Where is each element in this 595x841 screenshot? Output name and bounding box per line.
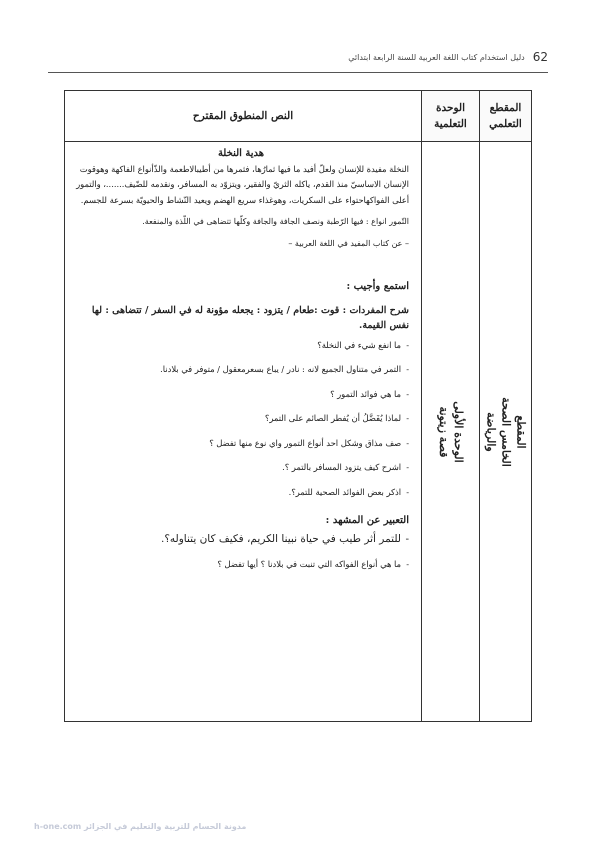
list-item: - ما هي فوائد التمور ؟ [73, 387, 409, 401]
text-content [65, 142, 421, 585]
text-title: هدية النخلة [217, 148, 265, 159]
list-item: - صف مذاق وشكل احد أنواع التمور واي نوع منها تفضل ؟ [73, 436, 409, 450]
header-segment: المقطع التعلمي [480, 91, 532, 142]
footer-watermark: مدونة الحسام للتربية والتعليم في الجزائر h-one.com [34, 822, 247, 831]
page-number: 62 [532, 50, 548, 64]
questions-list [73, 338, 409, 499]
vocab-line: شرح المفردات : قوت :طعام / يتزود : يجعله مؤونة له في السفر / تتضاهى : لها نفس القيمة. [91, 304, 409, 331]
list-item: - التمر في متناول الجميع لانه : نادر / يباع بسعرمعقول / متوفر في بلادنا. [73, 362, 409, 376]
express-list [73, 532, 409, 571]
segment-value: المقطع الخامس الصحة والرياضة [484, 396, 527, 467]
unit-cell [422, 142, 480, 722]
page-header [48, 46, 548, 68]
list-item: - ما هي أنواع الفواكه التي تنبت في بلادنا ؟ أيها تفضل ؟ [73, 557, 409, 571]
lesson-table [64, 90, 532, 722]
paragraph-2: التّمور انواع : فيها الرّطبة ونصف الجافة والجافة وكلّها تتضاهى في اللّذة والمنفعة. [142, 217, 409, 226]
table-header-row [65, 91, 532, 142]
list-item: - للتمر أثر طيب في حياة نبينا الكريم، فكيف كان يتناوله؟. [73, 532, 409, 546]
table-row [65, 142, 532, 722]
unit-value: الوحدة الأولى قصة زيتونة [436, 400, 465, 463]
text-cell [65, 142, 422, 722]
source-line: – عن كتاب المفيد في اللغة العربية – [288, 238, 409, 248]
header-unit: الوحدة التعلمية [422, 91, 480, 142]
list-item: - اشرح كيف يتزود المسافر بالتمر ؟. [73, 460, 409, 474]
listen-heading: استمع وأجيب : [346, 281, 409, 292]
header-rule [48, 72, 548, 73]
segment-cell [480, 142, 532, 722]
header-title: دليل استخدام كتاب اللغة العربية للسنة الرابعة ابتدائي [348, 52, 525, 62]
list-item: - لماذا يُفَضَّلُ أن يُفطر الصائم على التمر؟ [73, 411, 409, 425]
header-text: النص المنطوق المقترح [65, 91, 422, 142]
paragraph-1: النخلة مفيدة للإنسان ولعلّ أفيد ما فيها ثمارُها، فثمرها من أطيبالاطعمة والذّأنواع الفاكهة وهوقوت الإنسان الاساسيّ منذ القدم، ياكله الثريّ والفقير، ويتزوّد به المسافر، ونقدمه للضّيف.......، والتمور أعلى الفواكهاحتواء على السكريات، وهوغذاء سريع الهضم ويعيد النّشاط والحيويّة بسرعة للجسم. [76, 163, 409, 205]
list-item: - اذكر بعض الفوائد الصحية للتمر؟. [73, 485, 409, 499]
express-heading: التعبير عن المشهد : [325, 514, 409, 526]
list-item: - ما انفع شيء في النخلة؟ [73, 338, 409, 352]
